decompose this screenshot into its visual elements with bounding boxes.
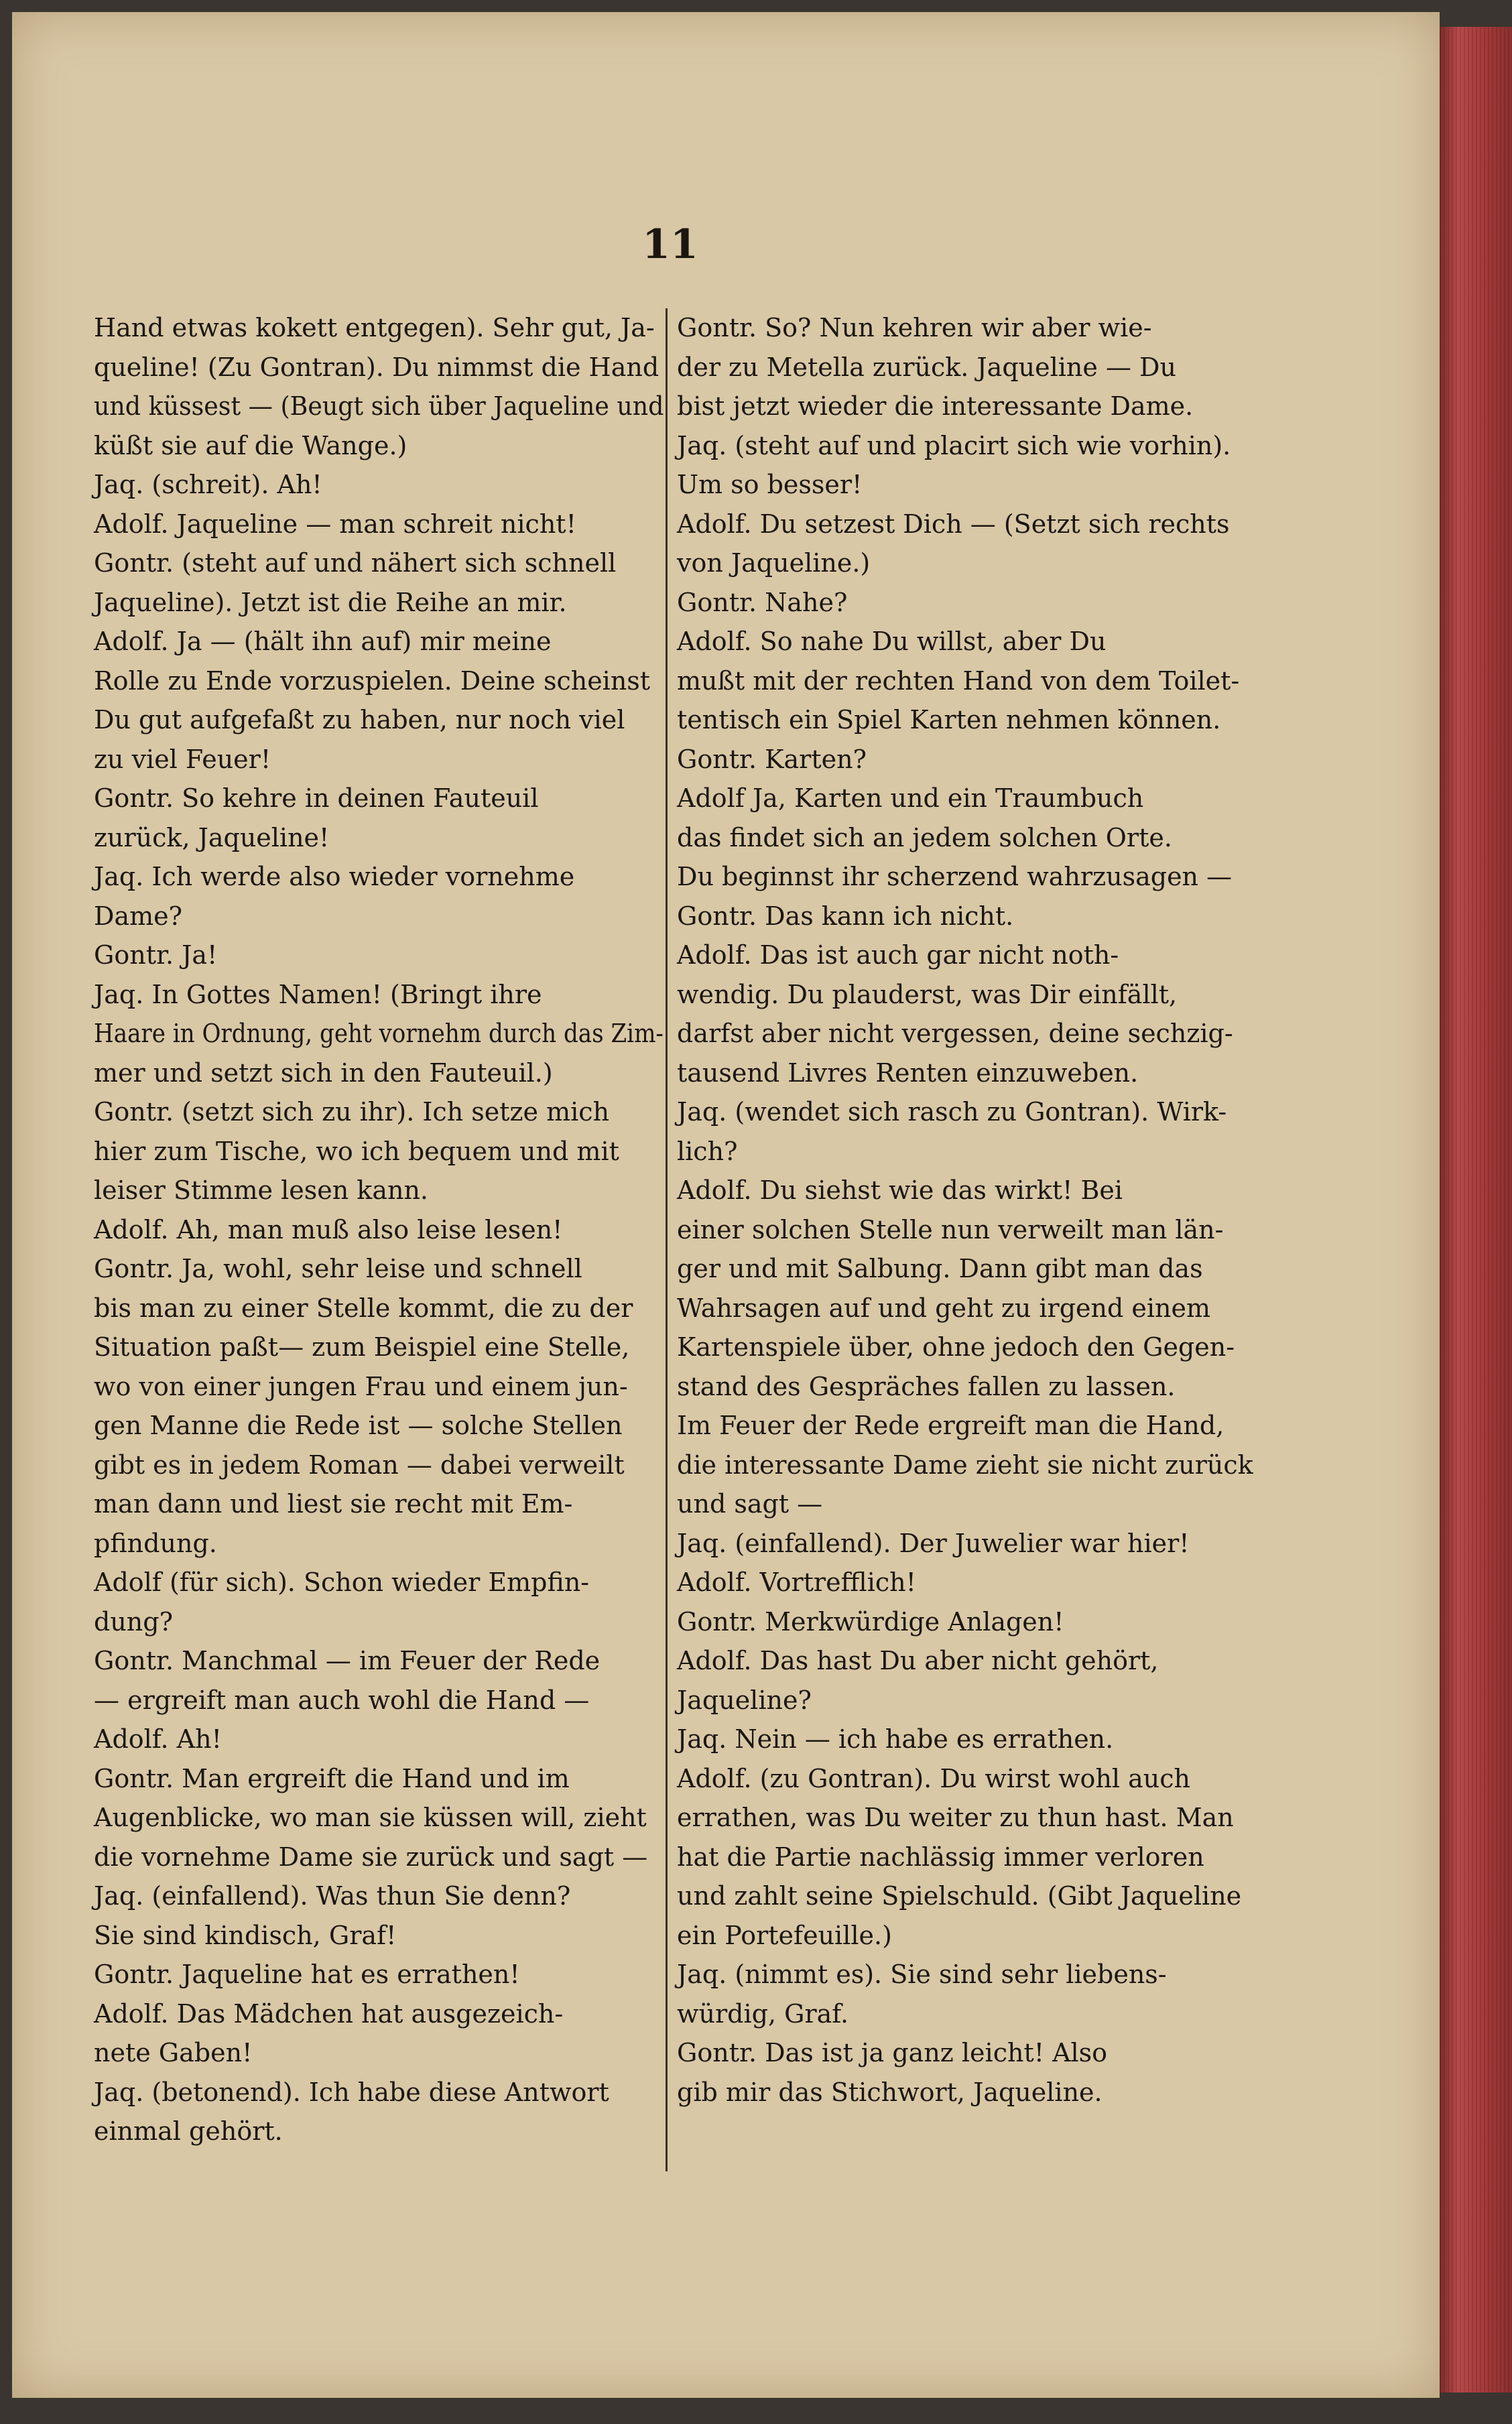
text-line: Adolf. (zu Gontran). Du wirst wohl auch (677, 1763, 1191, 1793)
text-line: der zu Metella zurück. Jaqueline — Du (677, 352, 1176, 382)
text-line: Jaq. (wendet sich rasch zu Gontran). Wirk- (677, 1097, 1227, 1127)
text-line: Jaq. (betonend). Ich habe diese Antwort (94, 2077, 609, 2107)
text-line: stand des Gespräches fallen zu lassen. (677, 1371, 1176, 1401)
text-line: tentisch ein Spiel Karten nehmen können. (677, 705, 1221, 735)
text-line: gibt es in jedem Roman — dabei verweilt (94, 1450, 625, 1480)
text-line: man dann und liest sie recht mit Em- (94, 1489, 573, 1519)
text-line: Jaq. (einfallend). Der Juwelier war hier! (677, 1528, 1190, 1558)
text-line: Gontr. Nahe? (677, 587, 848, 617)
text-line: und sagt — (677, 1489, 823, 1519)
text-line: Adolf. Ah, man muß also leise lesen! (94, 1214, 563, 1245)
text-line: ger und mit Salbung. Dann gibt man das (677, 1254, 1203, 1283)
text-line: Adolf. Jaqueline — man schreit nicht! (94, 509, 576, 539)
text-line: queline! (Zu Gontran). Du nimmst die Hand (94, 352, 659, 382)
text-line: darfst aber nicht vergessen, deine sechzig- (677, 1019, 1233, 1048)
text-line: Im Feuer der Rede ergreift man die Hand, (677, 1411, 1224, 1440)
left-text-column (94, 308, 664, 2151)
text-line: lich? (677, 1136, 738, 1166)
text-line: pfindung. (94, 1528, 217, 1558)
text-line: Jaq. In Gottes Namen! (Bringt ihre (94, 979, 542, 1009)
text-line: leiser Stimme lesen kann. (94, 1175, 429, 1205)
text-line: Gontr. Manchmal — im Feuer der Rede (94, 1646, 601, 1675)
text-line: Adolf. Ja — (hält ihn auf) mir meine (94, 627, 552, 656)
text-line: Jaq. Nein — ich habe es errathen. (677, 1724, 1114, 1754)
text-line: Gontr. Karten? (677, 744, 867, 774)
text-line: Rolle zu Ende vorzuspielen. Deine scheinst (94, 665, 651, 696)
text-line: Adolf. Das Mädchen hat ausgezeich- (94, 1998, 564, 2029)
text-line: gen Manne die Rede ist — solche Stellen (94, 1411, 623, 1440)
text-line: küßt sie auf die Wange.) (94, 430, 407, 460)
text-line: Haare in Ordnung, geht vornehm durch das Zim- (94, 1019, 664, 1048)
text-line: das findet sich an jedem solchen Orte. (677, 822, 1172, 852)
text-line: Du gut aufgefaßt zu haben, nur noch viel (94, 705, 625, 735)
text-line: gib mir das Stichwort, Jaqueline. (677, 2077, 1102, 2107)
text-line: dung? (94, 1606, 173, 1637)
text-line: Jaq. (steht auf und placirt sich wie vorhin). (677, 430, 1231, 460)
text-line: einer solchen Stelle nun verweilt man län- (677, 1214, 1224, 1245)
text-line: Jaqueline? (677, 1685, 812, 1715)
text-line: Adolf. Du siehst wie das wirkt! Bei (677, 1175, 1123, 1205)
text-line: Jaq. (schreit). Ah! (94, 470, 322, 499)
text-line: Adolf. So nahe Du willst, aber Du (677, 627, 1107, 656)
text-line: Adolf. Du setzest Dich — (Setzt sich rechts (677, 509, 1230, 539)
text-line: Adolf Ja, Karten und ein Traumbuch (677, 783, 1144, 813)
text-line: Augenblicke, wo man sie küssen will, zieht (94, 1803, 647, 1832)
text-line: wo von einer jungen Frau und einem jun- (94, 1371, 628, 1401)
text-line: Adolf. Das ist auch gar nicht noth- (677, 940, 1119, 970)
text-line: Gontr. Man ergreift die Hand und im (94, 1763, 570, 1793)
text-line: — ergreift man auch wohl die Hand — (94, 1685, 590, 1715)
text-line: Gontr. So kehre in deinen Fauteuil (94, 783, 539, 813)
text-line: bist jetzt wieder die interessante Dame. (677, 391, 1194, 421)
text-line: nete Gaben! (94, 2038, 253, 2067)
text-line: Du beginnst ihr scherzend wahrzusagen — (677, 862, 1233, 891)
text-line: und zahlt seine Spielschuld. (Gibt Jaqueline (677, 1881, 1242, 1911)
text-line: wendig. Du plauderst, was Dir einfällt, (677, 979, 1178, 1009)
text-line: mer und setzt sich in den Fauteuil.) (94, 1058, 553, 1088)
text-line: Jaqueline). Jetzt ist die Reihe an mir. (94, 587, 567, 617)
text-line: Situation paßt— zum Beispiel eine Stelle, (94, 1332, 630, 1362)
text-line: Gontr. So? Nun kehren wir aber wie- (677, 313, 1152, 342)
text-line: einmal gehört. (94, 2116, 283, 2146)
text-line: mußt mit der rechten Hand von dem Toilet- (677, 665, 1240, 696)
text-line: hier zum Tische, wo ich bequem und mit (94, 1136, 619, 1166)
text-line: Sie sind kindisch, Graf! (94, 1920, 397, 1950)
text-line: Adolf (für sich). Schon wieder Empfin- (94, 1568, 590, 1597)
text-line: Adolf. Das hast Du aber nicht gehört, (677, 1646, 1159, 1675)
text-line: Jaq. (nimmt es). Sie sind sehr liebens- (677, 1960, 1167, 1989)
text-line: die vornehme Dame sie zurück und sagt — (94, 1842, 648, 1872)
text-line: Gontr. Ja, wohl, sehr leise und schnell (94, 1254, 582, 1283)
text-line: Gontr. Jaqueline hat es errathen! (94, 1960, 520, 1989)
text-line: errathen, was Du weiter zu thun hast. Man (677, 1803, 1234, 1832)
text-line: Adolf. Vortrefflich! (677, 1568, 916, 1597)
text-line: ein Portefeuille.) (677, 1920, 892, 1950)
text-line: die interessante Dame zieht sie nicht zurück (677, 1450, 1253, 1480)
page-edge-texture (1440, 27, 1512, 2393)
text-line: Kartenspiele über, ohne jedoch den Gegen- (677, 1332, 1235, 1362)
text-line: Wahrsagen auf und geht zu irgend einem (677, 1293, 1211, 1323)
text-line: Gontr. (setzt sich zu ihr). Ich setze mich (94, 1097, 610, 1127)
column-divider-rule (666, 308, 668, 2171)
text-line: und küssest — (Beugt sich über Jaqueline und (94, 391, 664, 421)
text-line: Gontr. Das kann ich nicht. (677, 901, 1014, 931)
text-line: Gontr. (steht auf und nähert sich schnell (94, 548, 617, 578)
text-line: Um so besser! (677, 470, 863, 499)
text-line: Jaq. (einfallend). Was thun Sie denn? (94, 1881, 571, 1911)
text-line: Gontr. Merkwürdige Anlagen! (677, 1606, 1064, 1637)
text-line: zurück, Jaqueline! (94, 822, 330, 852)
page-number: 11 (642, 221, 698, 268)
text-line: zu viel Feuer! (94, 744, 271, 774)
text-line: tausend Livres Renten einzuweben. (677, 1058, 1139, 1088)
right-text-column (677, 308, 1280, 2112)
text-line: hat die Partie nachlässig immer verloren (677, 1842, 1204, 1872)
text-line: Adolf. Ah! (94, 1724, 222, 1754)
text-line: Hand etwas kokett entgegen). Sehr gut, Ja- (94, 313, 655, 342)
text-line: von Jaqueline.) (677, 548, 871, 578)
text-line: Jaq. Ich werde also wieder vornehme (94, 862, 575, 891)
text-line: Dame? (94, 901, 183, 931)
text-line: bis man zu einer Stelle kommt, die zu der (94, 1293, 633, 1323)
text-line: Gontr. Das ist ja ganz leicht! Also (677, 2038, 1108, 2067)
text-line: Gontr. Ja! (94, 940, 218, 970)
text-line: würdig, Graf. (677, 1998, 849, 2029)
